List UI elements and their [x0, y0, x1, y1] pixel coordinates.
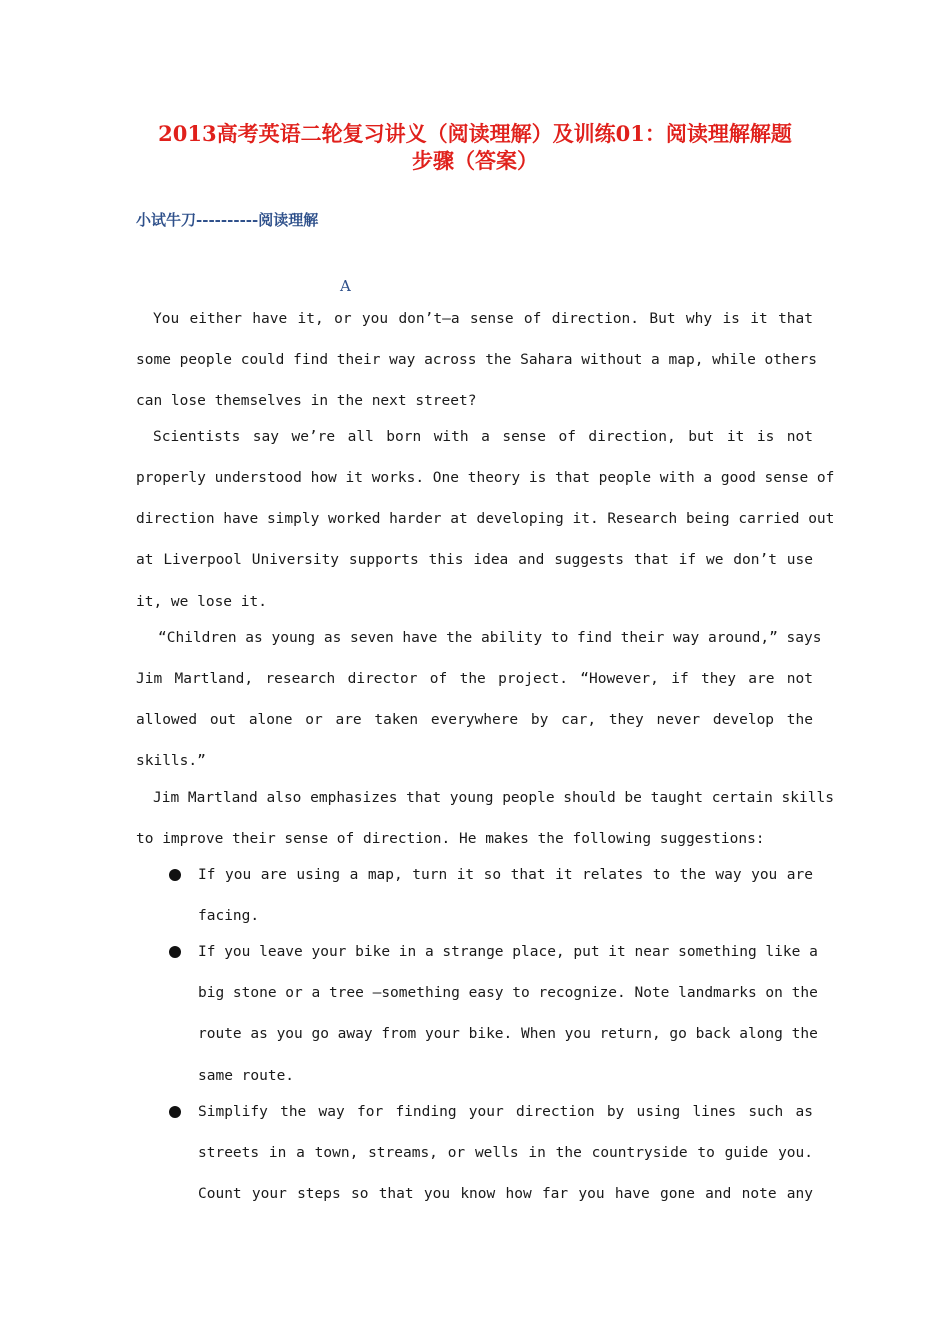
text-line: can lose themselves in the next street?	[136, 393, 477, 409]
list-item-line: If you leave your bike in a strange place, put it near something like a	[198, 944, 818, 960]
text-line: allowed out alone or are taken everywhere by car, they never develop the	[136, 712, 813, 728]
passage-label: A	[340, 277, 351, 295]
text-line: skills.”	[136, 753, 206, 769]
text-line: to improve their sense of direction. He makes the following suggestions:	[136, 831, 765, 847]
list-item-line: If you are using a map, turn it so that it relates to the way you are	[198, 867, 813, 883]
text-line: Jim Martland, research director of the project. “However, if they are not	[136, 671, 813, 687]
text-line: You either have it, or you don’t—a sense of direction. But why is it that	[153, 311, 813, 327]
text-line: Scientists say we’re all born with a sense of direction, but it is not	[153, 429, 813, 445]
list-item-line: big stone or a tree —something easy to recognize. Note landmarks on the	[198, 985, 818, 1001]
bullet-icon	[169, 869, 181, 881]
text-line: direction have simply worked harder at developing it. Research being carried out	[136, 511, 835, 527]
text-line: Jim Martland also emphasizes that young people should be taught certain skills	[153, 790, 834, 806]
list-item-line: facing.	[198, 908, 260, 924]
text-line: “Children as young as seven have the ability to find their way around,” says	[158, 630, 822, 646]
text-line: at Liverpool University supports this idea and suggests that if we don’t use	[136, 552, 813, 568]
list-item-line: route as you go away from your bike. When you return, go back along the	[198, 1026, 818, 1042]
bullet-icon	[169, 1106, 181, 1118]
list-item-line: Simplify the way for finding your direction by using lines such as	[198, 1104, 813, 1120]
text-line: properly understood how it works. One theory is that people with a good sense of	[136, 470, 835, 486]
list-item-line: Count your steps so that you know how far you have gone and note any	[198, 1186, 813, 1202]
text-line: it, we lose it.	[136, 594, 267, 610]
list-item-line: same route.	[198, 1068, 295, 1084]
section-subheading: 小试牛刀----------阅读理解	[136, 211, 319, 229]
title-line-1: 2013高考英语二轮复习讲义（阅读理解）及训练01：阅读理解解题	[158, 121, 792, 146]
bullet-icon	[169, 946, 181, 958]
text-line: some people could find their way across the Sahara without a map, while others	[136, 352, 817, 368]
title-line-2: 步骤（答案）	[412, 148, 538, 173]
list-item-line: streets in a town, streams, or wells in the countryside to guide you.	[198, 1145, 813, 1161]
document-title	[130, 120, 820, 174]
